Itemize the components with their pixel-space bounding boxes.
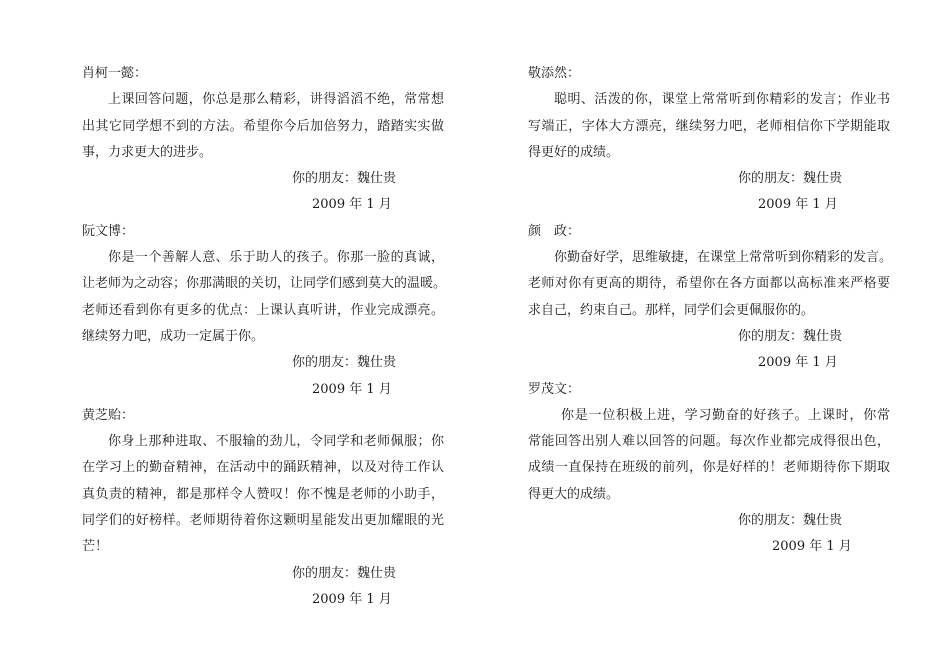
left-column: [82, 61, 447, 613]
comment-line: 同学们的好榜样。老师期待着你这颗明星能发出更加耀眼的光: [82, 513, 444, 529]
signature: 你的朋友：魏仕贵: [292, 565, 397, 581]
student-name: 肖柯一懿：: [82, 66, 148, 81]
comment-entry: [528, 377, 890, 561]
comment-line: 真负责的精神，都是那样令人赞叹！你不愧是老师的小助手，: [82, 486, 444, 502]
date: 2009 年 1 月: [758, 197, 838, 213]
date: 2009 年 1 月: [312, 381, 392, 397]
signature: 你的朋友：魏仕贵: [738, 171, 843, 187]
comment-line: 你是一位积极上进，学习勤奋的好孩子。上课时，你常: [561, 407, 890, 423]
comment-entry: [82, 61, 444, 219]
comment-line: 芒！: [82, 539, 109, 555]
comment-line: 聪明、活泼的你，课堂上常常听到你精彩的发言；作业书: [554, 92, 890, 108]
signature: 你的朋友：魏仕贵: [292, 171, 397, 187]
comment-line: 求自己，约束自己。那样，同学们会更佩服你的。: [528, 302, 815, 318]
comment-line: 成绩一直保持在班级的前列，你是好样的！老师期待你下期取: [528, 460, 890, 476]
comment-line: 老师还看到你有更多的优点：上课认真听讲，作业完成漂亮。: [82, 302, 444, 318]
comment-line: 老师对你有更高的期待，希望你在各方面都以高标准来严格要: [528, 276, 890, 292]
comment-entry: [82, 403, 444, 613]
comment-entry: [82, 219, 447, 403]
comment-line: 得更好的成绩。: [528, 144, 620, 160]
comment-line: 继续努力吧，成功一定属于你。: [82, 328, 265, 344]
comment-line: 常能回答出别人难以回答的问题。每次作业都完成得很出色，: [528, 434, 890, 450]
comment-line: 得更大的成绩。: [528, 486, 620, 502]
comment-line: 你勤奋好学，思维敏捷，在课堂上常常听到你精彩的发言。: [554, 250, 893, 266]
comment-line: 上课回答问题，你总是那么精彩，讲得滔滔不绝，常常想: [108, 92, 444, 108]
student-name: 敬添然：: [528, 66, 581, 81]
right-column: [528, 61, 893, 561]
signature: 你的朋友：魏仕贵: [292, 355, 397, 371]
comment-line: 你是一个善解人意、乐于助人的孩子。你那一脸的真诚，: [108, 250, 444, 266]
comment-line: 让老师为之动容；你那满眼的关切，让同学们感到莫大的温暖。: [82, 276, 447, 292]
student-name: 罗茂文：: [528, 381, 581, 397]
signature: 你的朋友：魏仕贵: [738, 328, 843, 344]
signature: 你的朋友：魏仕贵: [738, 513, 843, 529]
comment-line: 在学习上的勤奋精神，在活动中的踊跃精神，以及对待工作认: [82, 460, 444, 476]
comment-line: 你身上那种进取、不服输的劲儿，令同学和老师佩服；你: [108, 434, 444, 450]
student-name: 黄芝贻：: [82, 407, 135, 423]
date: 2009 年 1 月: [758, 355, 838, 371]
comment-line: 出其它同学想不到的方法。希望你今后加倍努力，踏踏实实做: [82, 118, 444, 134]
comment-entry: [528, 61, 890, 219]
student-name: 颜 政：: [528, 223, 581, 239]
date: 2009 年 1 月: [772, 539, 852, 555]
student-name: 阮文博：: [82, 223, 135, 239]
date: 2009 年 1 月: [312, 197, 392, 213]
comment-line: 写端正，字体大方漂亮，继续努力吧，老师相信你下学期能取: [528, 118, 890, 134]
comment-line: 事，力求更大的进步。: [82, 144, 213, 160]
date: 2009 年 1 月: [312, 591, 392, 607]
comment-entry: [528, 219, 893, 377]
